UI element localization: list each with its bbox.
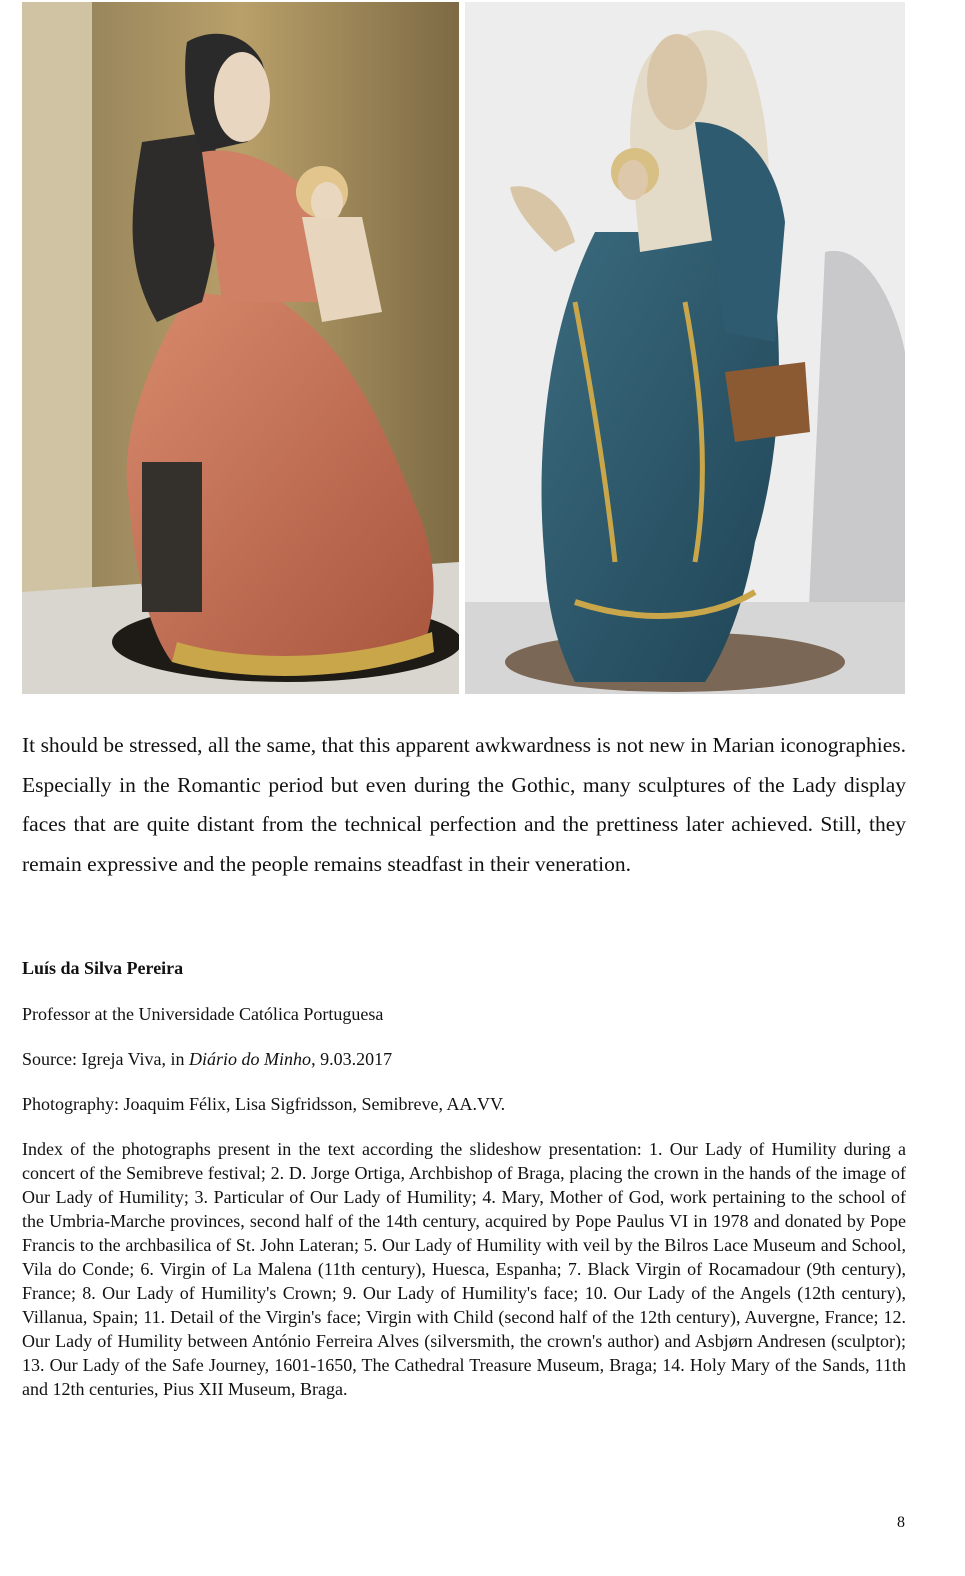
source-prefix: Source: Igreja Viva, in — [22, 1049, 190, 1069]
sculpture-image — [465, 2, 905, 694]
photo-virgin-rose-robe — [22, 2, 459, 694]
photo-virgin-blue-mantle — [465, 2, 905, 694]
author-name: Luís da Silva Pereira — [22, 958, 184, 978]
page-number: 8 — [897, 1514, 905, 1531]
sculpture-image — [22, 2, 459, 694]
author-affiliation: Professor at the Universidade Católica Portuguesa — [22, 1004, 384, 1024]
photo-index-paragraph: Index of the photographs present in the text according the slideshow presentation: 1. Our Lady of Humility during a concert of the Semibreve festival; 2. D. Jorge Ortiga, Archbishop of Braga, placing the crown in the hands of the image of Our Lady of Humility; 3. Particular of Our Lady of Humility; 4. Mary, Mother of God, work pertaining to the school of the Umbria-Marche provinces, second half of the 14th century, acquired by Pope Paulus VI in 1978 and donated by Pope Francis to the archbasilica of St. John Lateran; 5. Our Lady of Humility with veil by the Bilros Lace Museum and School, Vila do Conde; 6. Virgin of La Malena (11th century), Huesca, Espanha; 7. Black Virgin of Rocamadour (9th century), France; 8. Our Lady of Humility's Crown; 9. Our Lady of Humility's face; 10. Our Lady of the Angels (12th century), Villanua, Spain; 11. Detail of the Virgin's face; Virgin with Child (second half of the 12th century), Auvergne, France; 12. Our Lady of Humility between António Ferreira Alves (silversmith, the crown's author) and Asbjørn Andresen (sculptor); 13. Our Lady of the Safe Journey, 1601-1650, The Cathedral Treasure Museum, Braga; 14. Holy Mary of the Sands, 11th and 12th centuries, Pius XII Museum, Braga. — [22, 1139, 906, 1399]
photography-credit: Photography: Joaquim Félix, Lisa Sigfridsson, Semibreve, AA.VV. — [22, 1094, 506, 1114]
body-paragraph: It should be stressed, all the same, that this apparent awkwardness is not new in Marian iconographies. Especially in the Romantic period but even during the Gothic, many sculptures of the Lady display faces that are quite distant from the technical perfection and the prettiness later achieved. Still, they remain expressive and the people remains steadfast in their veneration. — [22, 733, 906, 876]
source-line — [22, 1049, 392, 1070]
source-date: , 9.03.2017 — [311, 1049, 393, 1069]
source-publication: Diário do Minho — [189, 1049, 312, 1069]
